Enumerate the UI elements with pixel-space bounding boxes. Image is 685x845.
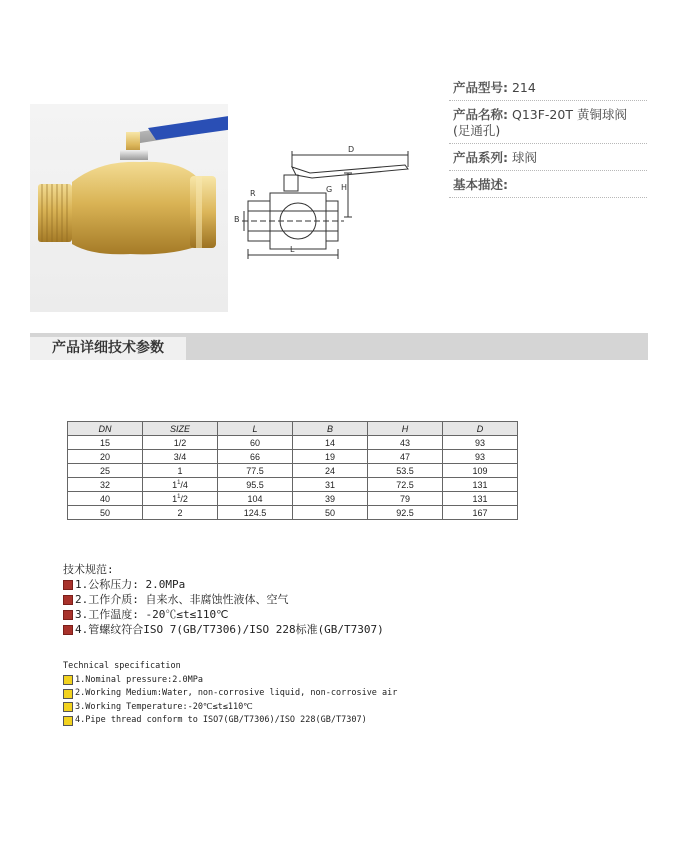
- size-rest: /2: [180, 493, 188, 504]
- cell-dn: 20: [68, 450, 143, 464]
- list-item-text: 1.公称压力: 2.0MPa: [75, 578, 186, 591]
- size-main: 1/2: [173, 437, 187, 448]
- cell-h: 79: [368, 492, 443, 506]
- square-bullet-icon: [63, 595, 73, 605]
- info-model: [449, 76, 647, 101]
- dim-label-g: G: [326, 185, 333, 194]
- cell-h: 72.5: [368, 478, 443, 492]
- cell-l: 104: [218, 492, 293, 506]
- en-spec-title: Technical specification: [63, 661, 181, 671]
- table-row: [68, 492, 518, 506]
- list-item: [63, 714, 397, 728]
- en-spec-list: [63, 674, 397, 728]
- size-main: 1: [177, 465, 183, 476]
- info-series: [449, 144, 647, 171]
- dim-label-l: L: [290, 245, 295, 254]
- square-bullet-icon: [63, 702, 73, 712]
- info-desc-label: 基本描述:: [453, 177, 508, 192]
- cn-spec-title: 技术规范:: [63, 563, 114, 576]
- col-header-dn: DN: [68, 422, 143, 436]
- cell-b: 31: [293, 478, 368, 492]
- cell-h: 43: [368, 436, 443, 450]
- technical-drawing: [234, 145, 420, 265]
- list-item-text: 4.管螺纹符合ISO 7(GB/T7306)/ISO 228标准(GB/T7307): [75, 623, 384, 636]
- square-bullet-icon: [63, 610, 73, 620]
- cn-spec: [63, 562, 384, 637]
- info-name: [449, 101, 647, 144]
- list-item-text: 4.Pipe thread conform to ISO7(GB/T7306)/ISO 228(GB/T7307): [75, 715, 367, 725]
- dim-label-d: D: [348, 145, 355, 154]
- spec-table: [67, 421, 518, 520]
- size-main: 1: [172, 479, 178, 490]
- cell-dn: 32: [68, 478, 143, 492]
- size-rest: /4: [180, 479, 188, 490]
- list-item: [63, 701, 397, 715]
- cell-size: [143, 464, 218, 478]
- cell-d: 131: [443, 492, 518, 506]
- cell-l: 77.5: [218, 464, 293, 478]
- list-item-text: 2.工作介质: 自来水、非腐蚀性液体、空气: [75, 593, 289, 606]
- cell-l: 95.5: [218, 478, 293, 492]
- cell-h: 53.5: [368, 464, 443, 478]
- square-bullet-icon: [63, 716, 73, 726]
- table-header-row: [68, 422, 518, 436]
- list-item: [63, 592, 384, 607]
- cn-spec-list: [63, 577, 384, 637]
- cell-d: 109: [443, 464, 518, 478]
- square-bullet-icon: [63, 675, 73, 685]
- list-item-text: 2.Working Medium:Water, non-corrosive liquid, non-corrosive air: [75, 688, 398, 698]
- size-sup: 1: [177, 479, 181, 486]
- dim-label-b: B: [234, 215, 240, 224]
- info-name-label: 产品名称:: [453, 107, 508, 122]
- list-item-text: 3.工作温度: -20℃≤t≤110℃: [75, 608, 229, 621]
- list-item-text: 3.Working Temperature:-20℃≤t≤110℃: [75, 701, 253, 712]
- info-model-value: 214: [511, 80, 536, 95]
- info-series-value: 球阀: [511, 150, 537, 165]
- cell-b: 50: [293, 506, 368, 520]
- info-model-label: 产品型号:: [453, 80, 508, 95]
- table-row: [68, 478, 518, 492]
- list-item: [63, 577, 384, 592]
- dim-label-r: R: [250, 189, 256, 198]
- col-header-b: B: [293, 422, 368, 436]
- size-main: 1: [172, 493, 178, 504]
- cell-size: [143, 450, 218, 464]
- cell-size: [143, 436, 218, 450]
- size-main: 3/4: [173, 451, 187, 462]
- cell-d: 93: [443, 450, 518, 464]
- cell-l: 124.5: [218, 506, 293, 520]
- info-desc: [449, 171, 647, 198]
- table-row: [68, 464, 518, 478]
- cell-dn: 50: [68, 506, 143, 520]
- cell-dn: 25: [68, 464, 143, 478]
- list-item: [63, 674, 397, 688]
- size-sup: 1: [177, 493, 181, 500]
- square-bullet-icon: [63, 689, 73, 699]
- size-main: 2: [177, 507, 183, 518]
- list-item: [63, 622, 384, 637]
- list-item: [63, 607, 384, 622]
- cell-d: 167: [443, 506, 518, 520]
- cell-size: [143, 492, 218, 506]
- square-bullet-icon: [63, 580, 73, 590]
- col-header-size: SIZE: [143, 422, 218, 436]
- table-body: [68, 436, 518, 520]
- cell-b: 39: [293, 492, 368, 506]
- cell-b: 14: [293, 436, 368, 450]
- col-header-l: L: [218, 422, 293, 436]
- col-header-d: D: [443, 422, 518, 436]
- section-title: 产品详细技术参数: [30, 337, 186, 360]
- col-header-h: H: [368, 422, 443, 436]
- table-row: [68, 436, 518, 450]
- table-row: [68, 450, 518, 464]
- cell-size: [143, 506, 218, 520]
- product-photo: [30, 104, 228, 312]
- info-name-value: Q13F-20T 黄铜球阀 (足通孔): [453, 107, 627, 138]
- square-bullet-icon: [63, 625, 73, 635]
- cell-size: [143, 478, 218, 492]
- table-row: [68, 506, 518, 520]
- cell-h: 92.5: [368, 506, 443, 520]
- product-info: [449, 76, 647, 198]
- list-item-text: 1.Nominal pressure:2.0MPa: [75, 674, 203, 685]
- list-item: [63, 687, 397, 701]
- info-series-label: 产品系列:: [453, 150, 508, 165]
- cell-d: 93: [443, 436, 518, 450]
- cell-d: 131: [443, 478, 518, 492]
- en-spec: [63, 660, 397, 728]
- dim-label-h: H: [341, 183, 348, 192]
- section-header: [30, 333, 648, 360]
- cell-b: 19: [293, 450, 368, 464]
- cell-dn: 40: [68, 492, 143, 506]
- cell-l: 60: [218, 436, 293, 450]
- cell-dn: 15: [68, 436, 143, 450]
- cell-b: 24: [293, 464, 368, 478]
- cell-l: 66: [218, 450, 293, 464]
- cell-h: 47: [368, 450, 443, 464]
